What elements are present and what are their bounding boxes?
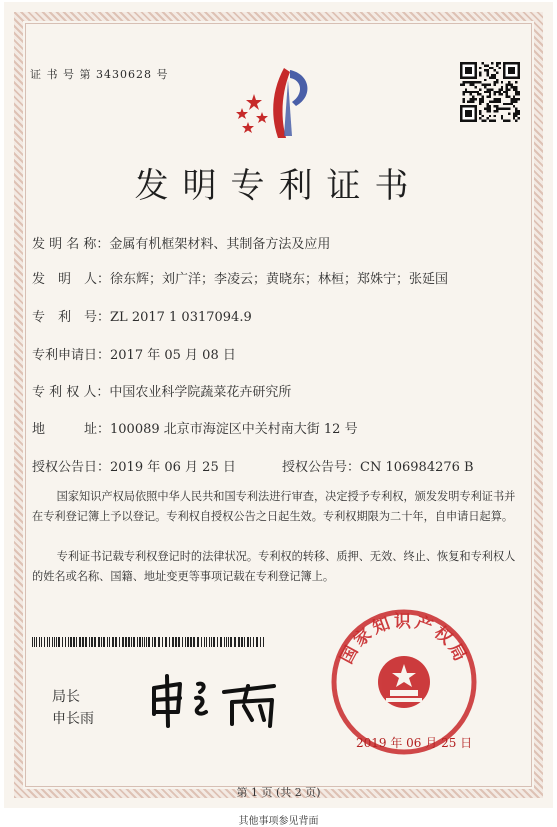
address-row [32,418,358,437]
field-value: 100089 北京市海淀区中关村南大街 12 号 [110,422,358,437]
field-label: 授权公告日： [32,460,111,475]
footer-note: 其他事项参见背面 [238,816,319,827]
application-date-row [32,344,236,363]
field-value: 中国农业科学院蔬菜花卉研究所 [109,385,292,400]
field-value: 2017 年 05 月 08 日 [110,348,236,363]
invention-name-row [32,233,330,252]
field-value: ZL 2017 1 0317094.9 [110,310,252,325]
director-name: 申长雨 [52,711,94,727]
legal-paragraph-2: 专利证书记载专利权登记时的法律状况。专利权的转移、质押、无效、终止、恢复和专利权人的姓名或名称、国籍、地址变更等事项记载在专利登记簿上。 [32,550,516,583]
field-value: 徐东辉；刘广洋；李凌云；黄晓东；林桓；郑姝宁；张延国 [110,272,449,287]
field-label: 地 址： [32,422,111,437]
legal-paragraph-1: 国家知识产权局依照中华人民共和国专利法进行审查，决定授予专利权，颁发发明专利证书并在专利登记簿上予以登记。专利权自授权公告之日起生效。专利权期限为二十年，自申请日起算。 [32,490,516,523]
field-value: 金属有机框架材料、其制备方法及应用 [109,237,331,252]
field-label: 专 利 号： [32,310,111,325]
certificate-number: 证 书 号 第 3430628 号 [30,68,169,81]
cnipa-logo-icon [232,60,322,140]
field-label: 专利申请日： [32,348,111,363]
field-label: 发 明 名 称： [32,237,110,252]
patent-number-row [32,306,252,325]
page-indicator: 第 1 页 (共 2 页) [236,786,321,799]
signature-icon [140,662,290,732]
field-value: 2019 年 06 月 25 日 [110,460,236,475]
inventors-row [32,268,448,287]
field-value: CN 106984276 B [360,460,474,475]
seal-text: 国家知识产权局 [336,611,472,668]
grant-date-row [32,456,236,475]
barcode-icon [32,637,264,647]
director-title: 局长 [52,689,80,705]
page-title: 发明专利证书 [134,166,423,206]
field-label: 授权公告号： [282,460,361,475]
field-label: 发 明 人： [32,272,111,287]
grant-number-row [282,456,474,475]
qr-code-icon [460,62,520,122]
patentee-row [32,381,291,400]
field-label: 专 利 权 人： [32,385,110,400]
seal-date: 2019 年 06 月 25 日 [356,736,473,750]
